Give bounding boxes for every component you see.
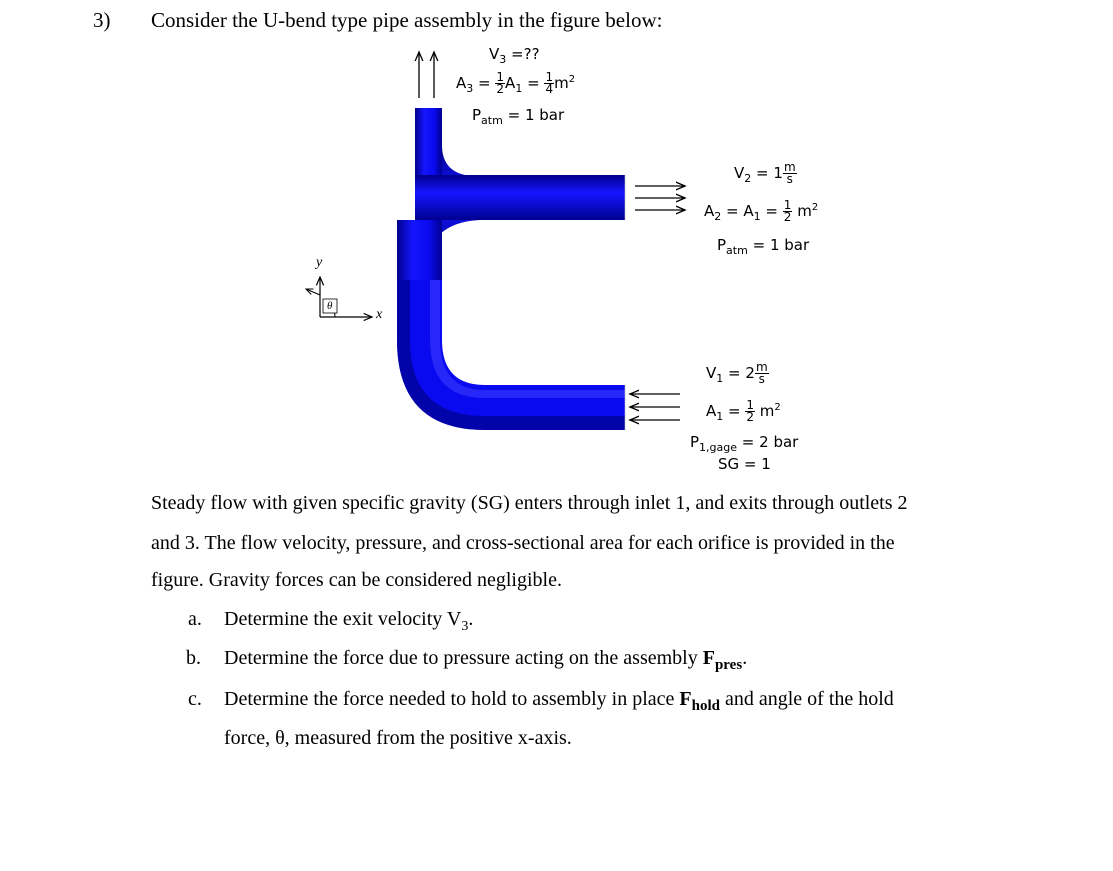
item-a-text: Determine the exit velocity $V_3$. xyxy=(224,608,474,634)
paragraph-line-1: Steady flow with given specific gravity (SG) enters through inlet 1, and exits through outlets 2 xyxy=(151,492,908,514)
item-c-letter: c. xyxy=(188,688,202,710)
item-b-text: Determine the force due to pressure acting on the assembly $F_{pres}$. xyxy=(224,647,748,673)
outlet2-pressure: $P_{atm} = 1$ bar xyxy=(717,236,810,257)
question-intro: Consider the U-bend type pipe assembly in the figure below: xyxy=(151,8,663,32)
theta-label: θ xyxy=(327,300,333,312)
paragraph-line-2: and 3. The flow velocity, pressure, and cross-sectional area for each orifice is provided in the xyxy=(151,532,895,554)
item-a-letter: a. xyxy=(188,608,202,630)
paragraph-line-3: figure. Gravity forces can be considered negligible. xyxy=(151,569,562,591)
item-c-text-line2: force, θ, measured from the positive x-axis. xyxy=(224,727,572,749)
inlet1-area: $A_1$ = $\frac{1}{2}$ $m^2$ xyxy=(706,398,781,424)
outlet2-velocity: $V_2 = 1$ $\frac{m}{s}$ xyxy=(734,160,796,186)
outlet2-area: $A_2 = A_1$ = $\frac{1}{2}$ $m^2$ xyxy=(704,198,819,224)
outlet3-pressure: $P_{atm} = 1$ bar xyxy=(472,106,565,127)
inlet1-specific-gravity: SG = 1 xyxy=(718,455,771,473)
item-c-text: Determine the force needed to hold to assembly in place $F_{hold}$ and angle of the hold xyxy=(224,688,894,714)
outlet3-area: $A_3$ = $\frac{1}{2}$ $A_1$ = $\frac{1}{4}$ $m^2$ xyxy=(456,70,576,96)
inlet1-velocity: $V_1 = 2$ $\frac{m}{s}$ xyxy=(706,360,768,386)
y-axis-label: y xyxy=(316,255,323,270)
inlet1-pressure: $P_{1,gage} = 2$ bar xyxy=(690,433,799,454)
axes-diagram xyxy=(280,255,390,335)
x-axis-label: x xyxy=(376,307,383,322)
outlet3-velocity: $V_3$ =?? xyxy=(489,45,540,66)
question-number: 3) xyxy=(93,8,111,32)
item-b-letter: b. xyxy=(186,647,201,669)
